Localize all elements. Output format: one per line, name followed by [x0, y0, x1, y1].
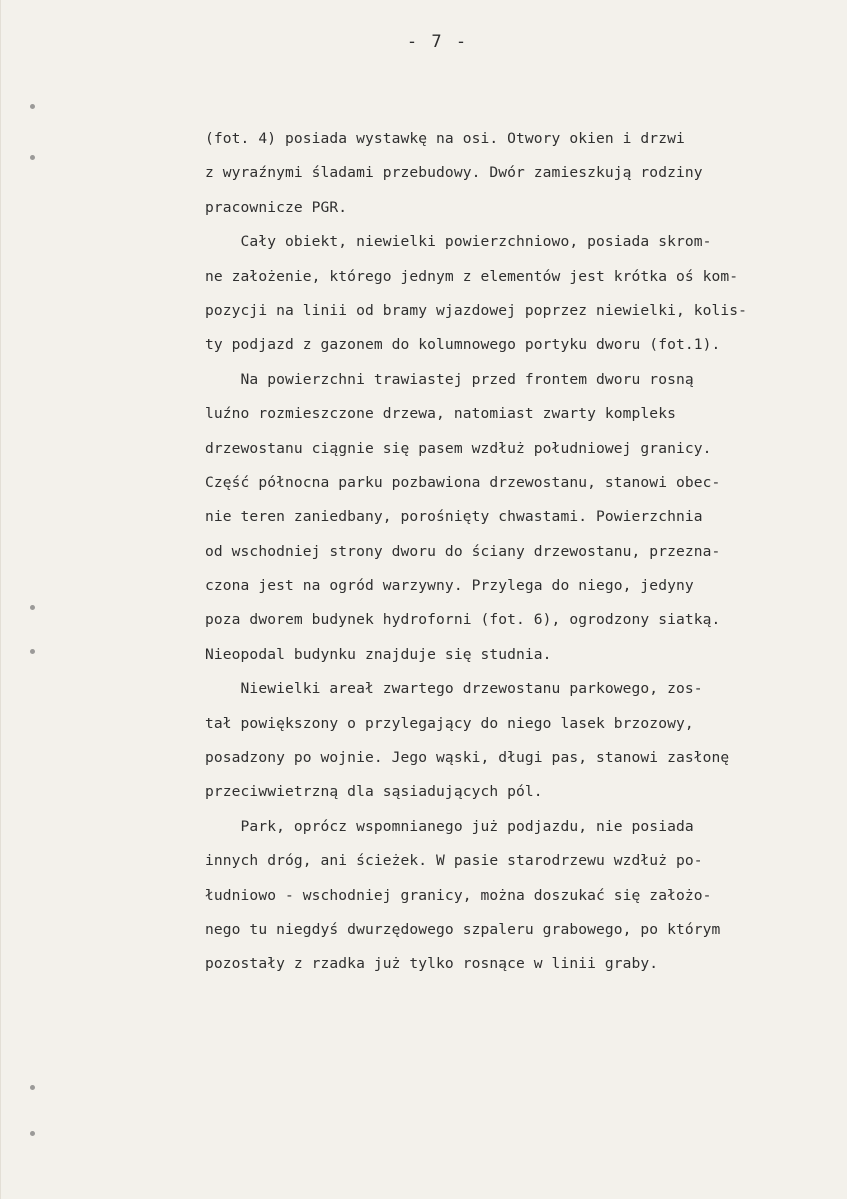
text-line: pracownicze PGR.: [205, 198, 348, 216]
text-line: z wyraźnymi śladami przebudowy. Dwór zamieszkują rodziny: [205, 164, 703, 182]
typewritten-text-body: [205, 122, 827, 982]
text-line: ne założenie, którego jednym z elementów jest krótka oś kom-: [205, 267, 739, 285]
text-line: posadzony po wojnie. Jego wąski, długi pas, stanowi zasłonę: [205, 749, 730, 767]
text-line: od wschodniej strony dworu do ściany drzewostanu, przezna-: [205, 542, 721, 560]
text-line: pozycji na linii od bramy wjazdowej poprzez niewielki, kolis-: [205, 301, 748, 319]
binder-hole-mark: [30, 1085, 35, 1090]
text-line: nego tu niegdyś dwurzędowego szpaleru grabowego, po którym: [205, 920, 721, 938]
text-line: łudniowo - wschodniej granicy, można doszukać się założo-: [205, 886, 712, 904]
text-line: (fot. 4) posiada wystawkę na osi. Otwory okien i drzwi: [205, 130, 685, 147]
text-line: czona jest na ogród warzywny. Przylega do niego, jedyny: [205, 577, 694, 595]
text-line: nie teren zaniedbany, porośnięty chwastami. Powierzchnia: [205, 508, 703, 526]
text-line: Niewielki areał zwartego drzewostanu parkowego, zos-: [205, 680, 703, 698]
text-line: Cały obiekt, niewielki powierzchniowo, posiada skrom-: [205, 233, 712, 251]
text-line: Na powierzchni trawiastej przed frontem dworu rosną: [205, 370, 694, 388]
binder-hole-mark: [30, 155, 35, 160]
text-line: przeciwwietrzną dla sąsiadujących pól.: [205, 783, 543, 801]
page-number: - 7 -: [406, 32, 469, 52]
text-line: Nieopodal budynku znajduje się studnia.: [205, 645, 552, 663]
text-line: Część północna parku pozbawiona drzewostanu, stanowi obec-: [205, 473, 721, 491]
text-line: luźno rozmieszczone drzewa, natomiast zwarty kompleks: [205, 405, 676, 423]
text-line: ty podjazd z gazonem do kolumnowego portyku dworu (fot.1).: [205, 336, 721, 354]
text-line: poza dworem budynek hydroforni (fot. 6), ogrodzony siatką.: [205, 611, 721, 629]
binder-hole-mark: [30, 605, 35, 610]
binder-hole-mark: [30, 649, 35, 654]
text-line: tał powiększony o przylegający do niego lasek brzozowy,: [205, 714, 694, 732]
text-line: Park, oprócz wspomnianego już podjazdu, nie posiada: [205, 817, 694, 835]
text-line: pozostały z rzadka już tylko rosnące w linii graby.: [205, 955, 659, 973]
binder-hole-mark: [30, 1131, 35, 1136]
text-line: innych dróg, ani ścieżek. W pasie starodrzewu wzdłuż po-: [205, 852, 703, 870]
binder-hole-mark: [30, 104, 35, 109]
text-line: drzewostanu ciągnie się pasem wzdłuż południowej granicy.: [205, 439, 712, 457]
